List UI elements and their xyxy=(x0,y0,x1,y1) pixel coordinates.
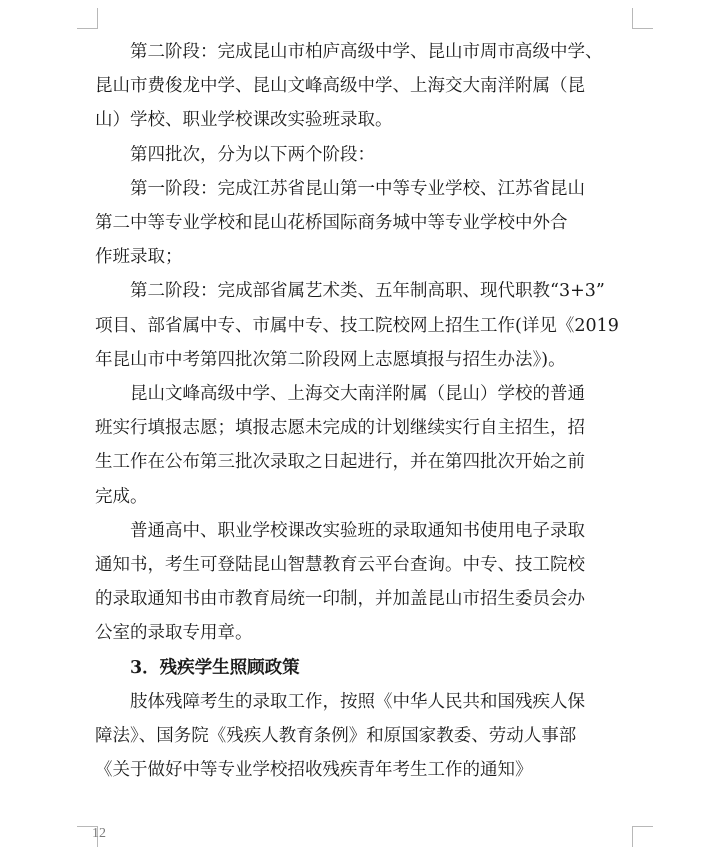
text-line: 第四批次，分为以下两个阶段： xyxy=(130,144,375,165)
text-line: 山）学校、职业学校课改实验班录取。 xyxy=(95,110,393,131)
text-line: 昆山市费俊龙中学、昆山文峰高级中学、上海交大南洋附属（昆 xyxy=(95,76,585,97)
text-line: 生工作在公布第三批次录取之日起进行，并在第四批次开始之前 xyxy=(95,452,585,473)
text-line: 班实行填报志愿；填报志愿未完成的计划继续实行自主招生，招 xyxy=(95,418,585,439)
text-line: 作班录取； xyxy=(95,247,183,268)
text-line: 通知书，考生可登陆昆山智慧教育云平台查询。中专、技工院校 xyxy=(95,555,585,576)
text-line: 《关于做好中等专业学校招收残疾青年考生工作的通知》 xyxy=(95,760,533,781)
text-line: 公室的录取专用章。 xyxy=(95,623,253,644)
crop-mark-top-left xyxy=(77,8,98,29)
text-line: 昆山文峰高级中学、上海交大南洋附属（昆山）学校的普通 xyxy=(130,384,585,405)
text-line: 障法》、国务院《残疾人教育条例》和原国家教委、劳动人事部 xyxy=(95,726,577,747)
text-line: 第二阶段：完成部省属艺术类、五年制高职、现代职教“3+3” xyxy=(130,281,605,302)
document-body xyxy=(95,35,635,787)
text-line: 项目、部省属中专、市属中专、技工院校网上招生工作(详见《2019 xyxy=(95,315,619,336)
text-line: 的录取通知书由市教育局统一印制，并加盖昆山市招生委员会办 xyxy=(95,589,585,610)
crop-mark-bottom-right xyxy=(632,826,653,847)
crop-mark-top-right xyxy=(632,8,653,29)
text-line: 第二中等专业学校和昆山花桥国际商务城中等专业学校中外合 xyxy=(95,213,568,234)
text-line: 普通高中、职业学校课改实验班的录取通知书使用电子录取 xyxy=(130,520,585,541)
page-number: 12 xyxy=(92,826,106,841)
text-line: 年昆山市中考第四批次第二阶段网上志愿填报与招生办法》)。 xyxy=(95,349,566,370)
section-heading: 3．残疾学生照顾政策 xyxy=(130,657,300,678)
text-line: 完成。 xyxy=(95,486,148,507)
text-line: 第一阶段：完成江苏省昆山第一中等专业学校、江苏省昆山 xyxy=(130,178,585,199)
text-line: 肢体残障考生的录取工作，按照《中华人民共和国残疾人保 xyxy=(130,691,585,712)
text-line: 第二阶段：完成昆山市柏庐高级中学、昆山市周市高级中学、 xyxy=(130,42,603,62)
